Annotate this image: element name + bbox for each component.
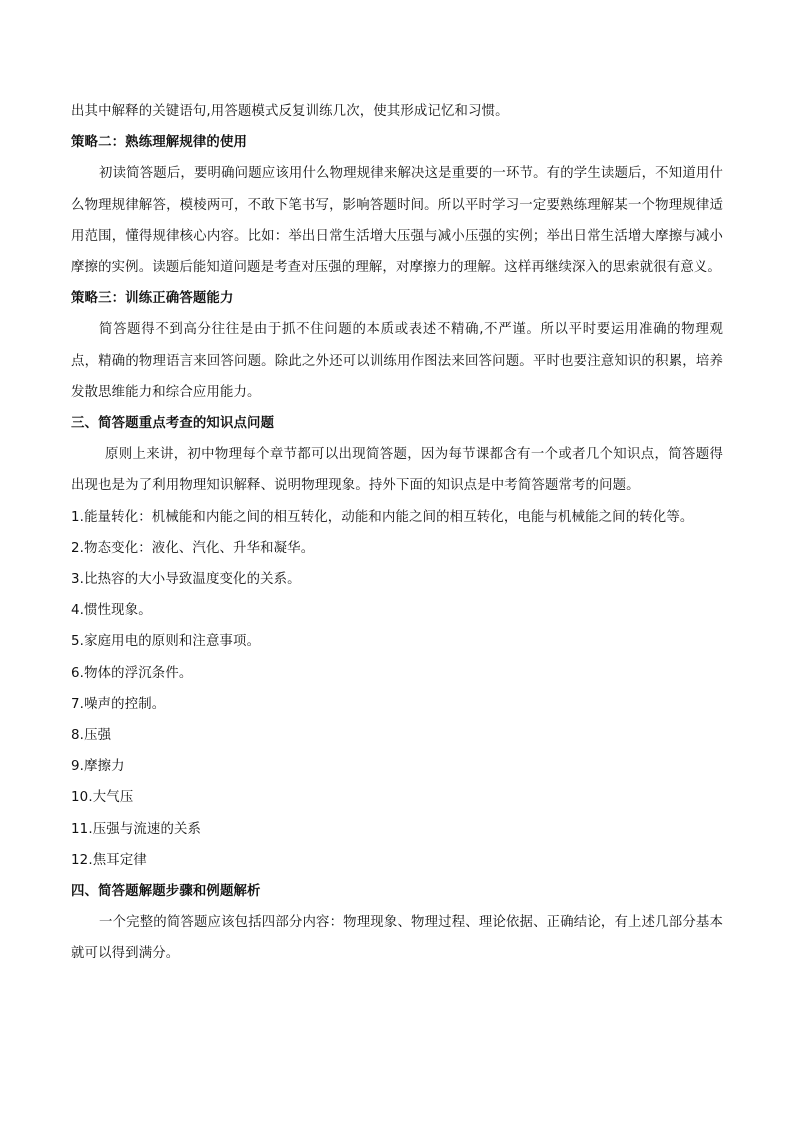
strategy3-paragraph: 简答题得不到高分往往是由于抓不住问题的本质或表述不精确,不严谨。所以平时要运用准确的物理观点，精确的物理语言来回答问题。除此之外还可以训练用作图法来回答问题。平时也要注意知识的积累，培养发散思维能力和综合应用能力。 — [71, 322, 723, 400]
knowledge-point-list — [71, 502, 723, 876]
strategy2-heading: 策略二：熟练理解规律的使用 — [71, 135, 248, 151]
list-item: 3.比热容的大小导致温度变化的关系。 — [71, 572, 301, 588]
list-item: 10.大气压 — [71, 790, 134, 806]
list-item: 11.压强与流速的关系 — [71, 821, 202, 837]
list-item: 1.能量转化：机械能和内能之间的相互转化，动能和内能之间的相互转化，电能与机械能之间的转化等。 — [71, 509, 694, 525]
strategy2-paragraph: 初读简答题后，要明确问题应该用什么物理规律来解决这是重要的一环节。有的学生读题后，不知道用什么物理规律解答，模棱两可，不敢下笔书写，影响答题时间。所以平时学习一定要熟练理解某一个物理规律适用范围，懂得规律核心内容。比如：举出日常生活增大压强与减小压强的实例；举出日常生活增大摩擦与减小摩擦的实例。读题后能知道问题是考查对压强的理解，对摩擦力的理解。这样再继续深入的思索就很有意义。 — [71, 166, 723, 276]
list-item: 6.物体的浮沉条件。 — [71, 665, 193, 681]
list-item: 9.摩擦力 — [71, 759, 125, 775]
list-item: 5.家庭用电的原则和注意事项。 — [71, 634, 261, 650]
list-item: 7.噪声的控制。 — [71, 696, 166, 712]
section4-heading: 四、简答题解题步骤和例题解析 — [71, 884, 261, 900]
section3-paragraph: 原则上来讲，初中物理每个章节都可以出现简答题，因为每节课都含有一个或者几个知识点，简答题得出现也是为了利用物理知识解释、说明物理现象。持外下面的知识点是中考简答题常考的问题。 — [71, 447, 723, 494]
list-item: 2.物态变化：液化、汽化、升华和凝华。 — [71, 540, 315, 556]
list-item: 8.压强 — [71, 728, 112, 744]
section4-paragraph: 一个完整的简答题应该包括四部分内容：物理现象、物理过程、理论依据、正确结论，有上述几部分基本就可以得到满分。 — [71, 915, 723, 962]
document-page — [71, 96, 723, 970]
intro-line: 出其中解释的关键语句,用答题模式反复训练几次，使其形成记忆和习惯。 — [71, 104, 509, 119]
strategy3-heading: 策略三：训练正确答题能力 — [71, 291, 234, 307]
list-item: 4.惯性现象。 — [71, 603, 152, 619]
list-item: 12.焦耳定律 — [71, 852, 147, 868]
section3-heading: 三、简答题重点考查的知识点问题 — [71, 416, 275, 432]
